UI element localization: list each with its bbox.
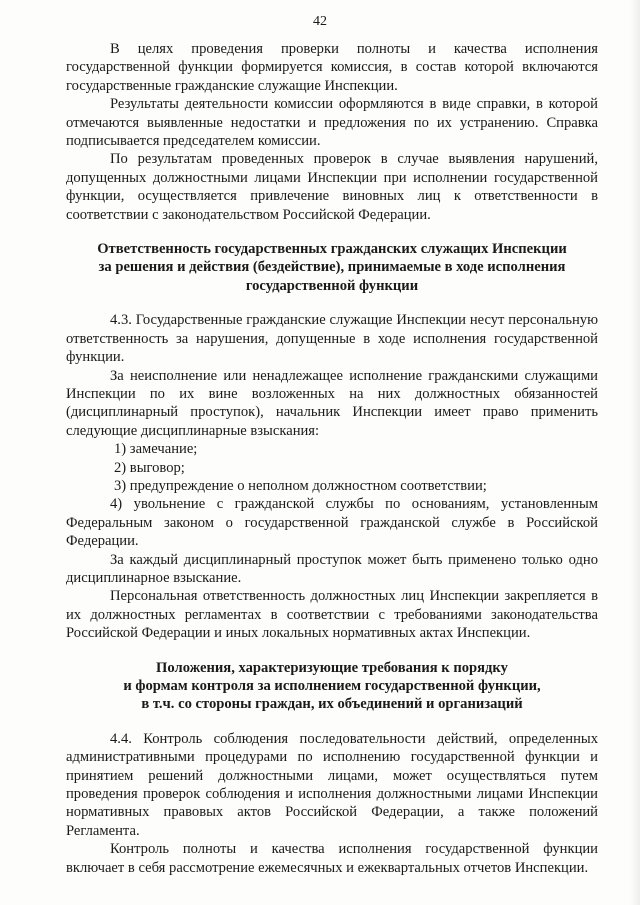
paragraph: За неисполнение или ненадлежащее исполнение гражданскими служащими Инспекции по их вине возложенных на них должностных обязанностей (дисциплинарный проступок), начальник Инспекции имеет право применить следующие дисциплинарные взыскания: <box>66 367 598 439</box>
paragraph: В целях проведения проверки полноты и качества исполнения государственной функции формируется комиссия, в состав которой включаются государственные гражданские служащие Инспекции. <box>66 41 598 94</box>
heading-line: Ответственность государственных гражданских служащих Инспекции <box>97 241 567 258</box>
paragraph: По результатам проведенных проверок в случае выявления нарушений, допущенных должностными лицами Инспекции при исполнении государственной функции, осуществляется привлечение виновных лиц к ответственности в соответствии с законодательством Российской Федерации. <box>66 151 598 223</box>
list-item: 3) предупреждение о неполном должностном соответствии; <box>114 477 487 494</box>
paragraph: Персональная ответственность должностных лиц Инспекции закрепляется в их должностных регламентах в соответствии с требованиями законодательства Российской Федерации и иных локальных нормативных актах Инспекции. <box>66 588 598 642</box>
paragraph: 4) увольнение с гражданской службы по основаниям, установленным Федеральным законом о государственной гражданской службе в Российской Федерации. <box>66 496 598 550</box>
paragraph: 4.3. Государственные гражданские служащие Инспекции несут персональную ответственность за нарушения, допущенные в ходе исполнения государственной функции. <box>66 312 598 366</box>
page-number: 42 <box>313 14 327 29</box>
paragraph: Контроль полноты и качества исполнения государственной функции включает в себя рассмотрение ежемесячных и ежеквартальных отчетов Инспекции. <box>66 841 598 876</box>
page-content <box>66 40 598 877</box>
scan-edge-shadow <box>630 0 640 905</box>
heading-line: Положения, характеризующие требования к порядку <box>156 659 508 676</box>
section-heading <box>66 659 598 714</box>
heading-line: и формам контроля за исполнением государственной функции, <box>123 678 541 694</box>
list-item: 2) выговор; <box>114 459 185 476</box>
heading-line: за решения и действия (бездействие), принимаемые в ходе исполнения <box>98 259 566 276</box>
paragraph: За каждый дисциплинарный проступок может быть применено только одно дисциплинарное взыскание. <box>66 551 598 586</box>
list-item: 1) замечание; <box>114 441 198 458</box>
section-heading <box>66 240 598 295</box>
heading-line: в т.ч. со стороны граждан, их объединений и организаций <box>141 696 523 713</box>
paragraph: Результаты деятельности комиссии оформляются в виде справки, в которой отмечаются выявленные недостатки и предложения по их устранению. Справка подписывается председателем комиссии. <box>66 96 598 150</box>
heading-line: государственной функции <box>245 277 419 294</box>
paragraph: 4.4. Контроль соблюдения последовательности действий, определенных административными процедурами по исполнению государственной функции и принятием решений должностными лицами, может осуществляться путем проведения проверок соблюдения и исполнения должностными лицами Инспекции нормативных правовых актов Российской Федерации, а также положений Регламента. <box>66 730 598 839</box>
